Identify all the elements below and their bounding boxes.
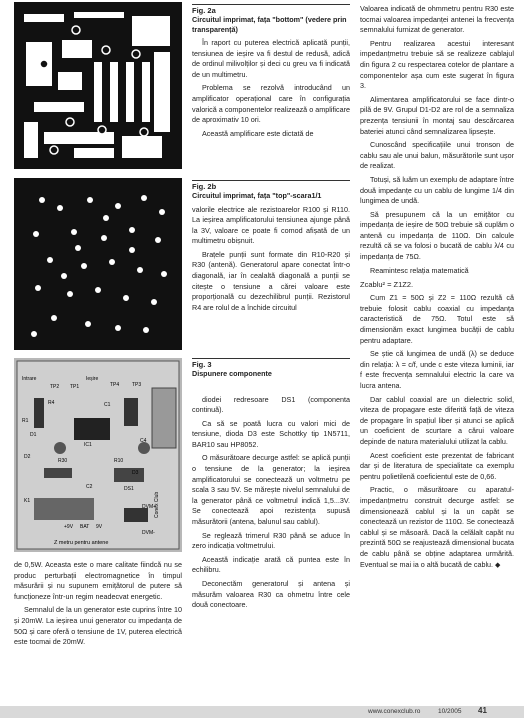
paragraph: Cunoscând specificațiile unui tronson de cablu sau ale unui balun, măsurătorile sunt ușor de realizat. bbox=[360, 140, 514, 171]
label-c1: C1 bbox=[104, 402, 111, 408]
label-tp4: TP4 bbox=[110, 382, 120, 388]
label-9v: 9V bbox=[96, 524, 103, 530]
label-ic1: IC1 bbox=[84, 442, 92, 448]
paragraph: Se știe că lungimea de undă (λ) se deduce din relația: λ = c/f, unde c este viteza luminii, iar f este frecvența semnalului electric la care va lucra antena. bbox=[360, 349, 514, 390]
paragraph: Totuși, să luăm un exemplu de adaptare între două impedanțe cu un cablu de lungime 1/4 din lungimea de undă. bbox=[360, 174, 514, 206]
label-r4: R4 bbox=[48, 400, 55, 406]
middle-column-mid bbox=[192, 180, 350, 350]
paragraph: Brațele punții sunt formate din R10-R20 și R30 (antenă). Generatorul apare conectat într-o diagonală, iar în cealaltă diagonală a punții se citește o tensiune a cărei valoare este proporțională cu dezechilibrul punții. Rezistorul R4 are rolul de a închide circuitul bbox=[192, 249, 350, 312]
paragraph: Această amplificare este dictată de bbox=[202, 128, 314, 138]
paragraph: Pentru realizarea acestui interesant impedanțmetru trebuie să se realizeze cablajul din figura 2 cu respectarea cotelor de plantare a componentelor așa cum este sugerat în figura 3. bbox=[360, 38, 514, 91]
paragraph: valorile electrice ale rezistoarelor R100 și R110. La ieșirea amplificatorului tensiunea ajunge până la 3V, valoare ce poate fi comod afișată de un multimetru obișnuit. bbox=[192, 204, 350, 246]
pcb-top-figure bbox=[14, 178, 182, 350]
pcb-bottom-artwork bbox=[14, 2, 182, 169]
middle-column-top bbox=[192, 4, 350, 172]
label-bat: BAT bbox=[80, 524, 90, 530]
footer-site: www.conexclub.ro bbox=[368, 708, 421, 715]
label-dvm-minus: DVM- bbox=[142, 530, 155, 536]
label-d2: D2 bbox=[24, 454, 31, 460]
fig2b-tag: Fig. 2b bbox=[192, 182, 217, 191]
fig3-caption bbox=[192, 358, 350, 379]
label-d1: D1 bbox=[30, 432, 37, 438]
label-intrare: Intrare bbox=[22, 376, 37, 382]
right-column bbox=[360, 4, 514, 698]
footer-page-number: 41 bbox=[478, 706, 487, 715]
paragraph: Reamintesc relația matematică bbox=[370, 265, 469, 275]
fig2b-title: Circuitul imprimat, fața "top"-scara1/1 bbox=[192, 191, 322, 200]
paragraph: Practic, o măsurătoare cu aparatul-impedanțmetru construit decurge astfel: se dimensionează cablul și la un capăt se conectează un rezistor de 110Ω. Se conectează cablul și se măsoară. Dacă la celălalt capăt nu prezintă 50Ω se reajustează dimensional bucata de cablu până se obține adaptarea urmărită. Eventual se mai ia o altă bucată de cablu. ◆ bbox=[360, 485, 514, 569]
paragraph: Problema se rezolvă introducând un amplificator operațional care în configurația valorică a componentelor realizează o amplificare de aproximativ 10 ori. bbox=[192, 83, 350, 125]
label-tp2: TP2 bbox=[50, 384, 60, 390]
fig3-title: Dispunere componente bbox=[192, 369, 272, 378]
paragraph: Deconectăm generatorul și antena și măsurăm valoarea R30 ca ohmetru între cele două conectoare. bbox=[192, 579, 350, 610]
pcb-top-artwork bbox=[14, 178, 182, 350]
left-column-bottom bbox=[14, 560, 182, 700]
label-r10: R10 bbox=[114, 458, 124, 464]
fig3-tag: Fig. 3 bbox=[192, 360, 212, 369]
label-brand: Conex Club bbox=[154, 491, 160, 518]
footer-issue: 10/2005 bbox=[438, 708, 462, 715]
middle-column-bottom bbox=[192, 358, 350, 698]
paragraph: Cum Z1 = 50Ω și Z2 = 110Ω rezultă că trebuie folosit cablu coaxial cu impedanța caracteristică de 75Ω. Totul este să dimensionăm exact lungimea bucății de cablu pentru adaptare. bbox=[360, 293, 514, 345]
label-c2: C2 bbox=[86, 484, 93, 490]
paragraph: Semnalul de la un generator este cuprins între 10 și 20mW. La ieșirea unui generator cu impedanța de 50Ω și care oferă o tensiune de 1V, puterea electrică este tocmai de 20mW. bbox=[14, 605, 182, 647]
paragraph: Această indicație arată că puntea este în echilibru. bbox=[192, 554, 350, 575]
label-r1: R1 bbox=[22, 418, 29, 424]
pcb-bottom-figure bbox=[14, 2, 182, 169]
label-d3: D3 bbox=[132, 470, 139, 476]
label-tp3: TP3 bbox=[132, 382, 142, 388]
paragraph: Se reglează trimerul R30 până se aduce în zero indicația voltmetrului. bbox=[192, 530, 350, 551]
label-plus9v: +9V bbox=[64, 524, 74, 530]
paragraph: Ca să se poată lucra cu valori mici de tensiune, dioda D3 este Schottky tip 1N5711, BAR10 sau HP8052. bbox=[192, 418, 350, 449]
page-footer bbox=[0, 703, 524, 720]
component-layout-artwork bbox=[14, 358, 182, 552]
fig2a-tag: Fig. 2a bbox=[192, 6, 216, 15]
label-r30: R30 bbox=[58, 458, 68, 464]
paragraph: de 0,5W. Aceasta este o mare calitate fiindcă nu se produc perturbații electromagnetice în timpul măsurării și nu supunem emițătorul de putere să funcționeze într-un regim neadecvat energetic. bbox=[14, 560, 182, 601]
label-ds1: DS1 bbox=[124, 486, 134, 492]
label-c4: C4 bbox=[140, 438, 147, 444]
fig2a-caption bbox=[192, 4, 350, 34]
label-dvm-plus: DVM+ bbox=[142, 504, 157, 510]
paragraph: În raport cu puterea electrică aplicată punții, tensiunea de ieșire va fi destul de redusă, adică de ordinul milivolților și deci cu greu va fi indicată de un multimetru. bbox=[192, 38, 350, 79]
paragraph: diodei redresoare DS1 (componenta continuă). bbox=[192, 394, 350, 415]
fig2a-title: Circuitul imprimat, fața "bottom" (vedere prin transparență) bbox=[192, 15, 347, 34]
label-iesire: Ieșire bbox=[86, 376, 99, 382]
impedance-formula: Zcablu² = Z1Z2. bbox=[360, 280, 414, 290]
paragraph: Acest coeficient este prezentat de fabricant dar și de literatura de specialitate ca exemplu pentru polietilenă coeficientul este de 0,66. bbox=[360, 450, 514, 481]
paragraph: Dar cablul coaxial are un dielectric solid, viteza de propagare este diferită față de viteza de propagare în spațiul liber și atunci se aplică un coeficient de scurtare a cărui valoare depinde de natura materialului utilizat la cablu. bbox=[360, 394, 514, 446]
component-layout-figure bbox=[14, 358, 182, 552]
paragraph: O măsurătoare decurge astfel: se aplică punții o tensiune de la generator; la ieșirea amplificatorului se conectează un voltmetru pe scala 3 sau 5V. Se mărește nivelul semnalului de la generator până ce voltmetrul indică 1,5...3V. Se conectează apoi rezistența supusă măsurătorii (antena, balunul sau cablul). bbox=[192, 453, 350, 527]
fig2b-caption bbox=[192, 180, 350, 201]
label-k1: K1 bbox=[24, 498, 31, 504]
paragraph: Alimentarea amplificatorului se face dintr-o pilă de 9V. Grupul D1-D2 are rol de a semnaliza prezența tensiunii în montaj sau descărcarea bateriei atunci când semnalizarea lipsește. bbox=[360, 94, 514, 136]
label-tp1: TP1 bbox=[70, 384, 80, 390]
paragraph: Valoarea indicată de ohmmetru pentru R30 este tocmai valoarea impedanței antenei la frecvența semnalului furnizat de generator. bbox=[360, 4, 514, 35]
paragraph: Să presupunem că la un emițător cu impedanța de ieșire de 50Ω trebuie să cuplăm o antenă cu impedanța de 110Ω. Din calcule rezultă că se va folosi o bucată de cablu λ/4 cu impedanța de 75Ω. bbox=[360, 209, 514, 262]
label-footer: Z metru pentru antene bbox=[54, 540, 109, 546]
